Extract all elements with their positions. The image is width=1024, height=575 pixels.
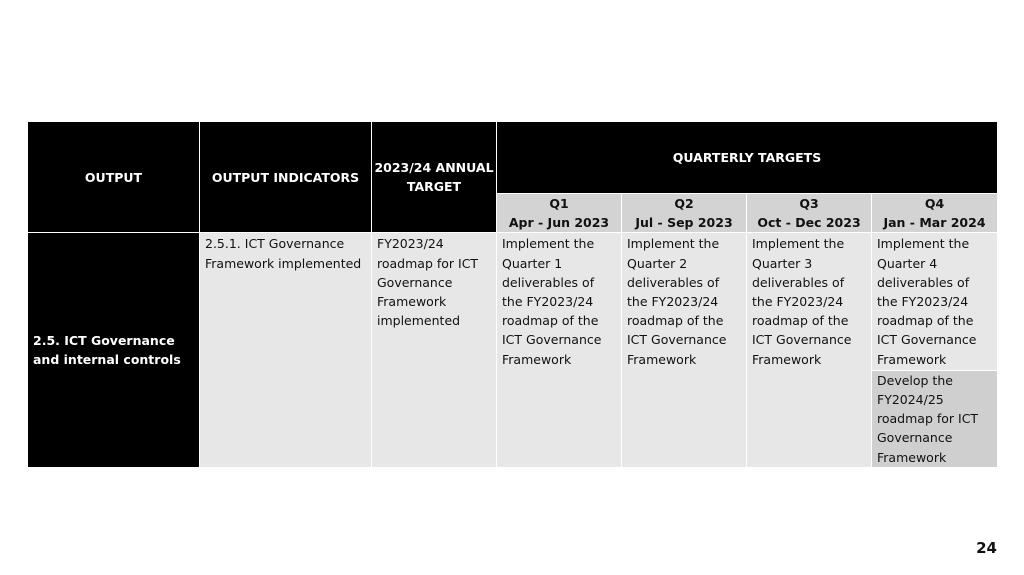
header-q2 [622,194,747,233]
cell-q2-target: Implement the Quarter 2 deliverables of the FY2023/24 roadmap of the ICT Governance Framework [622,233,747,467]
cell-q1-target: Implement the Quarter 1 deliverables of the FY2023/24 roadmap of the ICT Governance Framework [497,233,622,467]
cell-output: 2.5. ICT Governance and internal controls [28,233,200,467]
cell-q3-target: Implement the Quarter 3 deliverables of the FY2023/24 roadmap of the ICT Governance Framework [747,233,872,467]
cell-annual-target: FY2023/24 roadmap for ICT Governance Framework implemented [372,233,497,467]
header-quarterly-targets: QUARTERLY TARGETS [497,122,998,194]
quarterly-targets-table [27,121,998,468]
header-q1 [497,194,622,233]
cell-indicator: 2.5.1. ICT Governance Framework implemented [200,233,372,467]
header-q4 [872,194,998,233]
header-annual-target: 2023/24 ANNUAL TARGET [372,122,497,233]
q3-period: Oct - Dec 2023 [757,215,861,231]
cell-q4-target: Implement the Quarter 4 deliverables of the FY2023/24 roadmap of the ICT Governance Framework [872,233,998,370]
page-number: 24 [976,539,997,557]
q4-period: Jan - Mar 2024 [883,215,986,231]
header-q3 [747,194,872,233]
header-output-indicators: OUTPUT INDICATORS [200,122,372,233]
cell-q4-extra-target: Develop the FY2024/25 roadmap for ICT Governance Framework [872,370,998,467]
q4-label: Q4 [924,196,945,211]
q1-label: Q1 [549,196,569,211]
header-output: OUTPUT [28,122,200,233]
q1-period: Apr - Jun 2023 [508,215,610,231]
q3-label: Q3 [799,196,819,211]
q2-period: Jul - Sep 2023 [635,215,733,231]
q2-label: Q2 [674,196,694,211]
